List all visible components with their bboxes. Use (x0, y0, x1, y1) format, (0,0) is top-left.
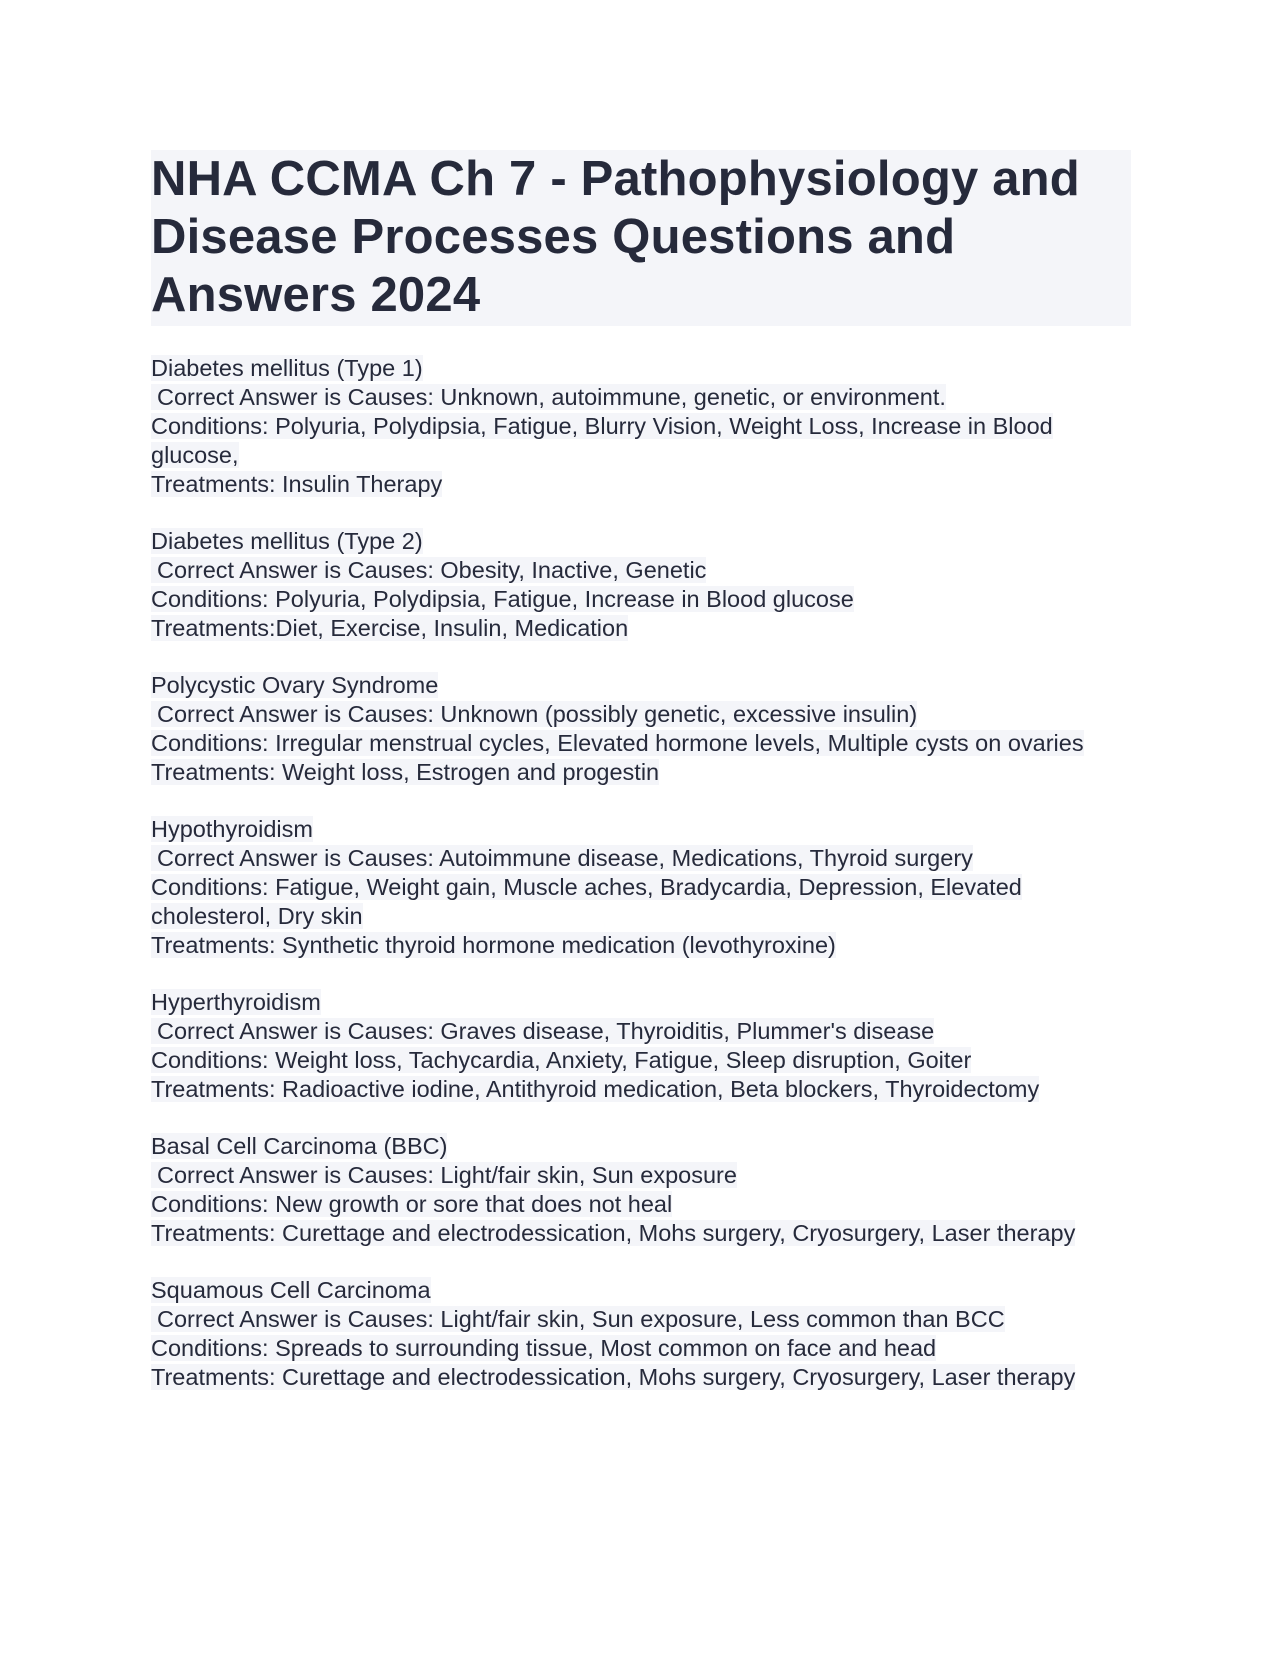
answer-line-text: Correct Answer is Causes: Light/fair skin, Sun exposure (151, 1162, 737, 1188)
conditions-line-text: Conditions: Polyuria, Polydipsia, Fatigue, Increase in Blood glucose (151, 586, 854, 612)
conditions-line (151, 1190, 1131, 1219)
list-item (151, 354, 1131, 499)
list-item (151, 815, 1131, 960)
answer-line (151, 1305, 1131, 1334)
document-title: NHA CCMA Ch 7 - Pathophysiology and Disease Processes Questions and Answers 2024 (151, 152, 1080, 322)
answer-line-text: Correct Answer is Causes: Unknown (possibly genetic, excessive insulin) (151, 701, 917, 727)
treatments-line-text: Treatments: Synthetic thyroid hormone medication (levothyroxine) (151, 932, 836, 958)
conditions-line (151, 873, 1131, 931)
treatments-line-text: Treatments: Curettage and electrodessication, Mohs surgery, Cryosurgery, Laser therapy (151, 1220, 1076, 1246)
list-item (151, 671, 1131, 787)
term-line (151, 354, 1131, 383)
answer-line (151, 844, 1131, 873)
treatments-line (151, 1363, 1131, 1392)
list-item (151, 988, 1131, 1104)
entries-list (151, 354, 1131, 1392)
conditions-line (151, 729, 1131, 758)
treatments-line-text: Treatments: Insulin Therapy (151, 471, 443, 497)
term-line (151, 988, 1131, 1017)
term-line-text: Hyperthyroidism (151, 989, 321, 1015)
conditions-line-text: Conditions: Polyuria, Polydipsia, Fatigue, Blurry Vision, Weight Loss, Increase in Blood glucose, (151, 413, 1053, 468)
answer-line-text: Correct Answer is Causes: Unknown, autoimmune, genetic, or environment. (151, 384, 946, 410)
list-item (151, 527, 1131, 643)
term-line (151, 527, 1131, 556)
answer-line-text: Correct Answer is Causes: Autoimmune disease, Medications, Thyroid surgery (151, 845, 973, 871)
conditions-line (151, 585, 1131, 614)
answer-line-text: Correct Answer is Causes: Graves disease, Thyroiditis, Plummer's disease (151, 1018, 934, 1044)
conditions-line (151, 1334, 1131, 1363)
answer-line-text: Correct Answer is Causes: Light/fair skin, Sun exposure, Less common than BCC (151, 1306, 1005, 1332)
treatments-line (151, 1075, 1131, 1104)
answer-line-text: Correct Answer is Causes: Obesity, Inactive, Genetic (151, 557, 706, 583)
term-line (151, 671, 1131, 700)
term-line-text: Basal Cell Carcinoma (BBC) (151, 1133, 448, 1159)
treatments-line-text: Treatments:Diet, Exercise, Insulin, Medication (151, 615, 629, 641)
conditions-line-text: Conditions: Irregular menstrual cycles, Elevated hormone levels, Multiple cysts on ovaries (151, 730, 1084, 756)
conditions-line (151, 412, 1131, 470)
treatments-line-text: Treatments: Radioactive iodine, Antithyroid medication, Beta blockers, Thyroidectomy (151, 1076, 1040, 1102)
treatments-line-text: Treatments: Weight loss, Estrogen and progestin (151, 759, 660, 785)
term-line-text: Squamous Cell Carcinoma (151, 1277, 431, 1303)
list-item (151, 1276, 1131, 1392)
treatments-line (151, 931, 1131, 960)
title-block (151, 150, 1131, 326)
treatments-line-text: Treatments: Curettage and electrodessication, Mohs surgery, Cryosurgery, Laser therapy (151, 1364, 1076, 1390)
treatments-line (151, 614, 1131, 643)
document-page (151, 150, 1131, 1420)
answer-line (151, 700, 1131, 729)
treatments-line (151, 758, 1131, 787)
term-line (151, 1276, 1131, 1305)
conditions-line (151, 1046, 1131, 1075)
term-line-text: Polycystic Ovary Syndrome (151, 672, 439, 698)
conditions-line-text: Conditions: Weight loss, Tachycardia, Anxiety, Fatigue, Sleep disruption, Goiter (151, 1047, 972, 1073)
answer-line (151, 556, 1131, 585)
conditions-line-text: Conditions: Fatigue, Weight gain, Muscle aches, Bradycardia, Depression, Elevated cholesterol, Dry skin (151, 874, 1022, 929)
term-line-text: Diabetes mellitus (Type 2) (151, 528, 423, 554)
conditions-line-text: Conditions: Spreads to surrounding tissue, Most common on face and head (151, 1335, 937, 1361)
treatments-line (151, 1219, 1131, 1248)
term-line-text: Hypothyroidism (151, 816, 313, 842)
term-line (151, 1132, 1131, 1161)
answer-line (151, 1161, 1131, 1190)
answer-line (151, 1017, 1131, 1046)
answer-line (151, 383, 1131, 412)
list-item (151, 1132, 1131, 1248)
treatments-line (151, 470, 1131, 499)
conditions-line-text: Conditions: New growth or sore that does not heal (151, 1191, 673, 1217)
term-line-text: Diabetes mellitus (Type 1) (151, 355, 423, 381)
term-line (151, 815, 1131, 844)
